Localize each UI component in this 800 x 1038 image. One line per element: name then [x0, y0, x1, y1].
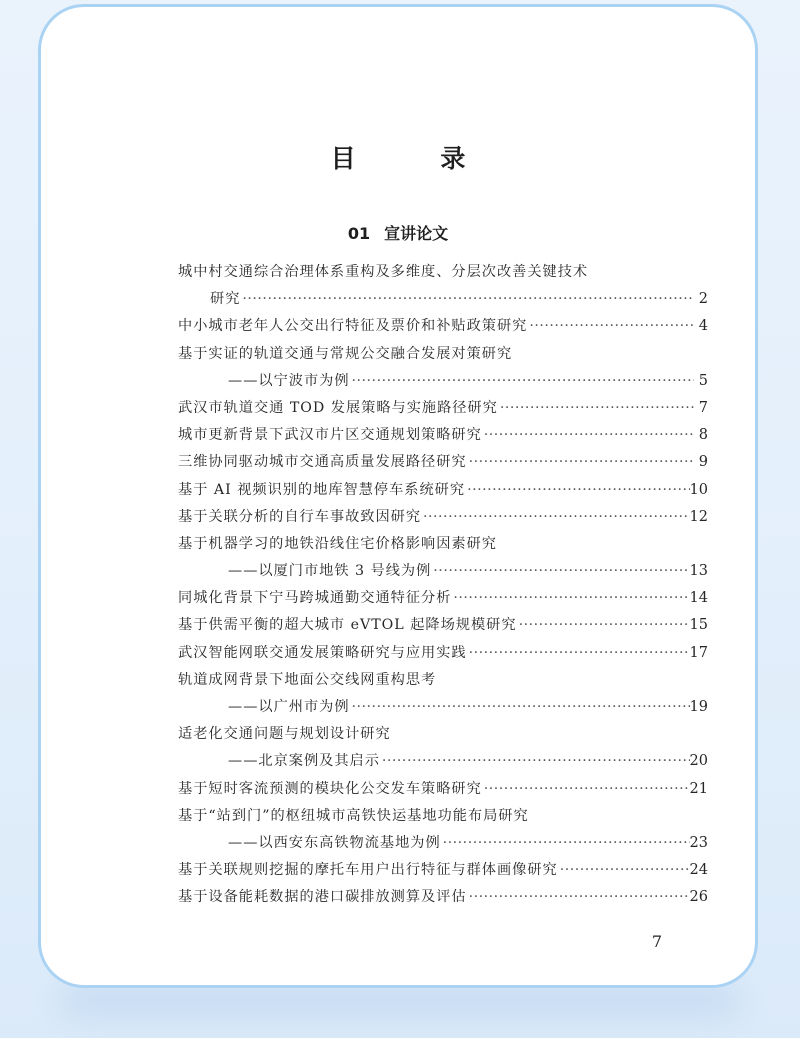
toc-entry[interactable] — [178, 612, 708, 639]
toc-line — [178, 721, 708, 748]
toc-line — [178, 286, 708, 313]
toc-line — [178, 694, 708, 721]
toc-entry-title: 同城化背景下宁马跨城通勤交通特征分析 — [178, 590, 452, 607]
toc-page-number: 17 — [689, 644, 708, 661]
toc-entry-title: 适老化交通问题与规划设计研究 — [178, 726, 391, 743]
toc-page-number: 19 — [689, 699, 708, 715]
toc-entry-title: 基于供需平衡的超大城市 eVTOL 起降场规模研究 — [178, 617, 517, 634]
toc-line — [178, 612, 708, 639]
toc-entry[interactable] — [178, 477, 708, 504]
document-page — [38, 4, 758, 988]
toc-entry-title: ——以宁波市为例 — [228, 372, 350, 389]
toc-entry-title: 三维协同驱动城市交通高质量发展路径研究 — [178, 454, 467, 471]
toc-page-number: 13 — [689, 563, 708, 580]
toc-leader-dots — [352, 368, 694, 395]
toc-leader-dots — [423, 504, 690, 531]
section-number: 01 — [347, 224, 371, 243]
section-heading — [41, 221, 755, 244]
toc-entry[interactable] — [178, 422, 708, 449]
toc-entry-title: 基于短时客流预测的模块化公交发车策略研究 — [178, 780, 482, 797]
toc-leader-dots — [519, 612, 690, 639]
toc-line — [178, 395, 708, 422]
toc-page-number: 24 — [689, 862, 708, 879]
toc-entry-title: ——以广州市为例 — [228, 699, 350, 715]
page-number: 7 — [651, 932, 662, 951]
toc-leader-dots — [382, 748, 690, 775]
toc-line — [178, 748, 708, 775]
toc-entry-title: 轨道成网背景下地面公交线网重构思考 — [178, 671, 437, 688]
toc-leader-dots — [484, 422, 694, 449]
toc-entry-title: 研究 — [210, 291, 241, 308]
toc-line — [178, 558, 708, 585]
toc-entry[interactable] — [178, 857, 708, 884]
toc-page-number: 10 — [689, 481, 708, 498]
toc-leader-dots — [560, 857, 690, 884]
toc-line — [178, 368, 708, 395]
toc-line — [178, 640, 708, 667]
toc-entry-title: 城市更新背景下武汉市片区交通规划策略研究 — [178, 427, 482, 444]
toc-line — [178, 531, 708, 558]
toc-line — [178, 313, 708, 340]
toc-line — [178, 259, 708, 286]
toc-leader-dots — [500, 395, 694, 422]
toc-page-number: 20 — [689, 753, 708, 770]
toc-line — [178, 803, 708, 830]
toc-page-number: 23 — [689, 834, 708, 851]
toc-entry-title: 基于关联分析的自行车事故致因研究 — [178, 508, 422, 525]
toc-page-number: 15 — [689, 617, 708, 634]
toc-entry[interactable] — [178, 341, 708, 395]
toc-leader-dots — [453, 585, 689, 612]
toc-page-number: 8 — [698, 427, 708, 444]
toc-entry-title: 中小城市老年人公交出行特征及票价和补贴政策研究 — [178, 318, 528, 335]
toc-entry[interactable] — [178, 803, 708, 857]
toc-entry-title: ——以西安东高铁物流基地为例 — [228, 834, 441, 851]
toc-entry-title: ——北京案例及其启示 — [228, 753, 380, 770]
toc-line — [178, 449, 708, 476]
toc-leader-dots — [467, 477, 689, 504]
toc-line — [178, 477, 708, 504]
toc-line — [178, 504, 708, 531]
toc-entry-title: 基于设备能耗数据的港口碳排放测算及评估 — [178, 889, 467, 906]
toc-entry[interactable] — [178, 667, 708, 721]
toc-page-number: 5 — [698, 372, 708, 389]
toc-entry-title: 武汉市轨道交通 TOD 发展策略与实施路径研究 — [178, 399, 498, 416]
toc-page-number: 9 — [698, 454, 708, 471]
toc-entry[interactable] — [178, 504, 708, 531]
toc-line — [178, 341, 708, 368]
toc-leader-dots — [469, 640, 690, 667]
toc-entry[interactable] — [178, 259, 708, 313]
toc-entry-title: 基于关联规则挖掘的摩托车用户出行特征与群体画像研究 — [178, 862, 558, 879]
toc-leader-dots — [469, 449, 694, 476]
toc-page-number: 21 — [689, 780, 708, 797]
toc-leader-dots — [433, 558, 689, 585]
toc-line — [178, 830, 708, 857]
toc-page-number: 14 — [689, 590, 708, 607]
toc-leader-dots — [352, 694, 690, 721]
toc-page-number: 26 — [689, 889, 708, 906]
toc-leader-dots — [443, 830, 690, 857]
toc-entry-title: 基于机器学习的地铁沿线住宅价格影响因素研究 — [178, 535, 497, 552]
toc-entry[interactable] — [178, 449, 708, 476]
toc-entry-title: 基于 AI 视频识别的地库智慧停车系统研究 — [178, 481, 466, 498]
toc-entry[interactable] — [178, 531, 708, 585]
toc-page-number: 2 — [698, 291, 708, 308]
table-of-contents — [178, 259, 708, 912]
toc-line — [178, 585, 708, 612]
toc-entry-title: 武汉智能网联交通发展策略研究与应用实践 — [178, 644, 467, 661]
toc-page-number: 12 — [689, 508, 708, 525]
toc-leader-dots — [529, 313, 694, 340]
toc-entry[interactable] — [178, 585, 708, 612]
toc-leader-dots — [484, 776, 690, 803]
toc-entry[interactable] — [178, 395, 708, 422]
toc-line — [178, 776, 708, 803]
toc-line — [178, 667, 708, 694]
toc-entry[interactable] — [178, 313, 708, 340]
toc-line — [178, 422, 708, 449]
toc-line — [178, 884, 708, 911]
toc-entry[interactable] — [178, 721, 708, 775]
toc-entry[interactable] — [178, 776, 708, 803]
toc-page-number: 4 — [698, 318, 708, 335]
toc-entry[interactable] — [178, 884, 708, 911]
toc-entry[interactable] — [178, 640, 708, 667]
toc-line — [178, 857, 708, 884]
toc-entry-title: 城中村交通综合治理体系重构及多维度、分层次改善关键技术 — [178, 264, 589, 280]
page-title: 目 录 — [330, 144, 504, 173]
toc-page-number: 7 — [698, 399, 708, 416]
toc-entry-title: ——以厦门市地铁 3 号线为例 — [228, 563, 432, 580]
toc-leader-dots — [469, 884, 690, 911]
toc-entry-title: 基于“站到门”的枢纽城市高铁快运基地功能布局研究 — [178, 807, 529, 824]
section-title: 宣讲论文 — [384, 224, 449, 243]
toc-leader-dots — [242, 286, 694, 313]
toc-entry-title: 基于实证的轨道交通与常规公交融合发展对策研究 — [178, 345, 513, 362]
